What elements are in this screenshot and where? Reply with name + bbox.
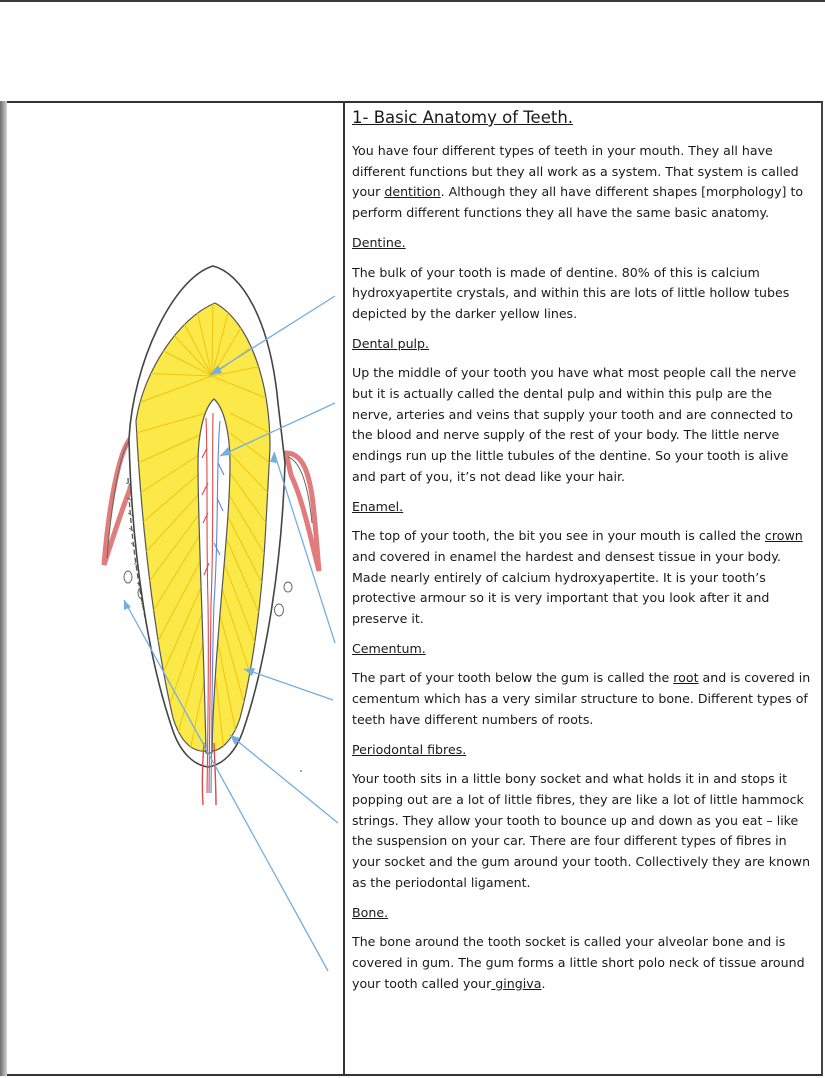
tooth-cross-section-diagram: [8, 103, 343, 1074]
heading-cementum: Cementum.: [352, 640, 426, 656]
dental-pulp-paragraph: Up the middle of your tooth you have what most people call the nerve but it is actually called the dental pulp and within this pulp are the nerve, arteries and veins that supply your tooth and are connected to the blood and nerve supply of the rest of your body. The little nerve endings run up the little tubules of the dentine. So your tooth is alive and part of you, it’s not dead like your hair.: [352, 365, 797, 484]
term-root: root: [673, 670, 699, 686]
left-scan-edge: [0, 101, 7, 1076]
intro-paragraph: You have four different types of teeth in your mouth. They all have different functions but they all work as a system. That system is called your dentition. Although they all have different shapes [morphology] to perform different functions they all have the same basic anatomy.: [352, 143, 804, 221]
heading-enamel: Enamel.: [352, 498, 404, 514]
gum-right: [286, 453, 319, 571]
heading-dentine: Dentine.: [352, 234, 406, 250]
cementum-paragraph: The part of your tooth below the gum is called the root and is covered in cementum which has a very similar structure to bone. Different types of teeth have different numbers of roots.: [352, 670, 811, 727]
column-divider: [343, 101, 345, 1076]
top-scan-line: [0, 0, 825, 2]
page-title: 1- Basic Anatomy of Teeth.: [352, 108, 574, 127]
periodontal-paragraph: Your tooth sits in a little bony socket and what holds it in and stops it popping out are a lot of little fibres, they are like a lot of little hammock strings. They allow your tooth to bounce up and down as you eat – like the suspension on your car. There are four different types of fibres in your socket and the gum around your tooth. Collectively they are known as the periodontal ligament.: [352, 771, 811, 890]
term-gingiva: gingiva: [491, 975, 542, 991]
heading-dental-pulp: Dental pulp.: [352, 335, 430, 351]
heading-periodontal-fibres: Periodontal fibres.: [352, 741, 467, 757]
text-column: [352, 104, 814, 1003]
dentine-paragraph: The bulk of your tooth is made of dentine. 80% of this is calcium hydroxyapertite crystals, and within this are lots of little hollow tubes depicted by the darker yellow lines.: [352, 264, 790, 321]
term-dentition: dentition: [384, 184, 441, 200]
enamel-paragraph: The top of your tooth, the bit you see in your mouth is called the crown and covered in enamel the hardest and densest tissue in your body. Made nearly entirely of calcium hydroxyapertite. It is your tooth’s protective armour so it is very important that you look after it and preserve it.: [352, 528, 803, 627]
term-crown: crown: [764, 528, 803, 544]
heading-bone: Bone.: [352, 904, 389, 920]
bone-paragraph: The bone around the tooth socket is called your alveolar bone and is covered in gum. The gum forms a little short polo neck of tissue around your tooth called your gingiva.: [352, 934, 805, 991]
